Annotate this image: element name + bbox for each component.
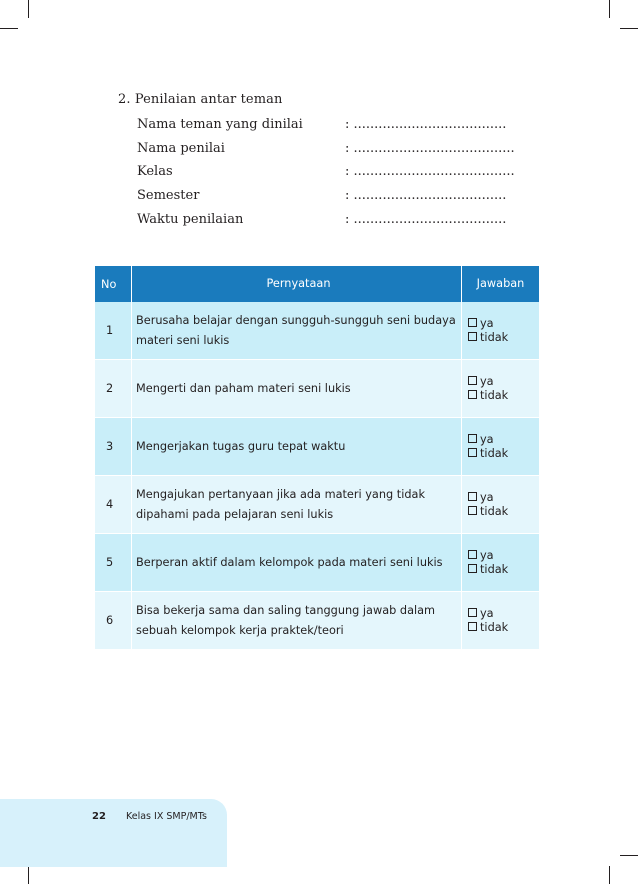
book-title: Kelas IX SMP/MTs <box>126 811 207 822</box>
option-label: tidak <box>480 330 509 344</box>
row-answer <box>462 534 540 592</box>
row-number: 4 <box>95 476 132 534</box>
option-yes[interactable] <box>468 375 539 389</box>
table-row <box>95 418 539 476</box>
row-statement: Bisa bekerja sama dan saling tanggung jawab dalam sebuah kelompok kerja praktek/teori <box>132 592 462 650</box>
row-answer <box>462 302 540 360</box>
option-label: ya <box>480 606 494 620</box>
option-yes[interactable] <box>468 317 539 331</box>
checkbox-icon[interactable] <box>468 550 477 559</box>
page-number: 22 <box>92 811 106 822</box>
row-statement: Berusaha belajar dengan sungguh-sungguh seni budaya materi seni lukis <box>132 302 462 360</box>
option-label: ya <box>480 548 494 562</box>
form-field-friend-name <box>137 117 537 135</box>
row-answer <box>462 418 540 476</box>
field-value: : ..................................... <box>345 212 507 227</box>
option-yes[interactable] <box>468 549 539 563</box>
crop-mark <box>609 866 610 884</box>
option-label: tidak <box>480 562 509 576</box>
checkbox-icon[interactable] <box>468 564 477 573</box>
table-row <box>95 360 539 418</box>
assessment-table <box>95 266 539 650</box>
field-value: : ....................................... <box>345 141 515 156</box>
table-row <box>95 302 539 360</box>
option-yes[interactable] <box>468 433 539 447</box>
footer-band <box>0 799 227 867</box>
crop-mark <box>620 855 638 856</box>
field-label: Nama penilai <box>137 141 225 156</box>
row-statement: Berperan aktif dalam kelompok pada materi seni lukis <box>132 534 462 592</box>
crop-mark <box>28 0 29 18</box>
option-yes[interactable] <box>468 491 539 505</box>
row-number: 1 <box>95 302 132 360</box>
field-label: Semester <box>137 188 200 203</box>
crop-mark <box>28 866 29 884</box>
row-answer <box>462 476 540 534</box>
option-no[interactable] <box>468 505 539 519</box>
option-label: ya <box>480 316 494 330</box>
option-label: tidak <box>480 504 509 518</box>
row-number: 2 <box>95 360 132 418</box>
option-no[interactable] <box>468 563 539 577</box>
field-label: Kelas <box>137 164 173 179</box>
row-answer <box>462 592 540 650</box>
checkbox-icon[interactable] <box>468 332 477 341</box>
option-no[interactable] <box>468 621 539 635</box>
field-value: : ....................................... <box>345 164 515 179</box>
option-label: tidak <box>480 388 509 402</box>
field-label: Waktu penilaian <box>137 212 244 227</box>
field-value: : ..................................... <box>345 117 507 132</box>
option-yes[interactable] <box>468 607 539 621</box>
checkbox-icon[interactable] <box>468 434 477 443</box>
header-answer: Jawaban <box>462 266 540 302</box>
table-row <box>95 476 539 534</box>
row-number: 5 <box>95 534 132 592</box>
form-field-semester <box>137 188 537 206</box>
row-number: 3 <box>95 418 132 476</box>
option-label: ya <box>480 490 494 504</box>
row-statement: Mengerti dan paham materi seni lukis <box>132 360 462 418</box>
option-label: ya <box>480 374 494 388</box>
crop-mark <box>620 28 638 29</box>
row-answer <box>462 360 540 418</box>
row-number: 6 <box>95 592 132 650</box>
crop-mark <box>609 0 610 18</box>
form-field-assessor <box>137 141 537 159</box>
form-field-time <box>137 212 537 230</box>
checkbox-icon[interactable] <box>468 376 477 385</box>
checkbox-icon[interactable] <box>468 318 477 327</box>
form-field-class <box>137 164 537 182</box>
checkbox-icon[interactable] <box>468 448 477 457</box>
form-title: 2. Penilaian antar teman <box>118 92 283 107</box>
option-label: tidak <box>480 446 509 460</box>
row-statement: Mengajukan pertanyaan jika ada materi yang tidak dipahami pada pelajaran seni lukis <box>132 476 462 534</box>
table-row <box>95 534 539 592</box>
table-row <box>95 592 539 650</box>
option-no[interactable] <box>468 331 539 345</box>
checkbox-icon[interactable] <box>468 608 477 617</box>
header-statement: Pernyataan <box>132 266 462 302</box>
field-value: : ..................................... <box>345 188 507 203</box>
checkbox-icon[interactable] <box>468 506 477 515</box>
option-label: tidak <box>480 620 509 634</box>
header-no: No <box>95 266 132 302</box>
table-header-row <box>95 266 539 302</box>
checkbox-icon[interactable] <box>468 390 477 399</box>
option-label: ya <box>480 432 494 446</box>
checkbox-icon[interactable] <box>468 622 477 631</box>
option-no[interactable] <box>468 389 539 403</box>
row-statement: Mengerjakan tugas guru tepat waktu <box>132 418 462 476</box>
option-no[interactable] <box>468 447 539 461</box>
checkbox-icon[interactable] <box>468 492 477 501</box>
field-label: Nama teman yang dinilai <box>137 117 303 132</box>
crop-mark <box>0 28 18 29</box>
